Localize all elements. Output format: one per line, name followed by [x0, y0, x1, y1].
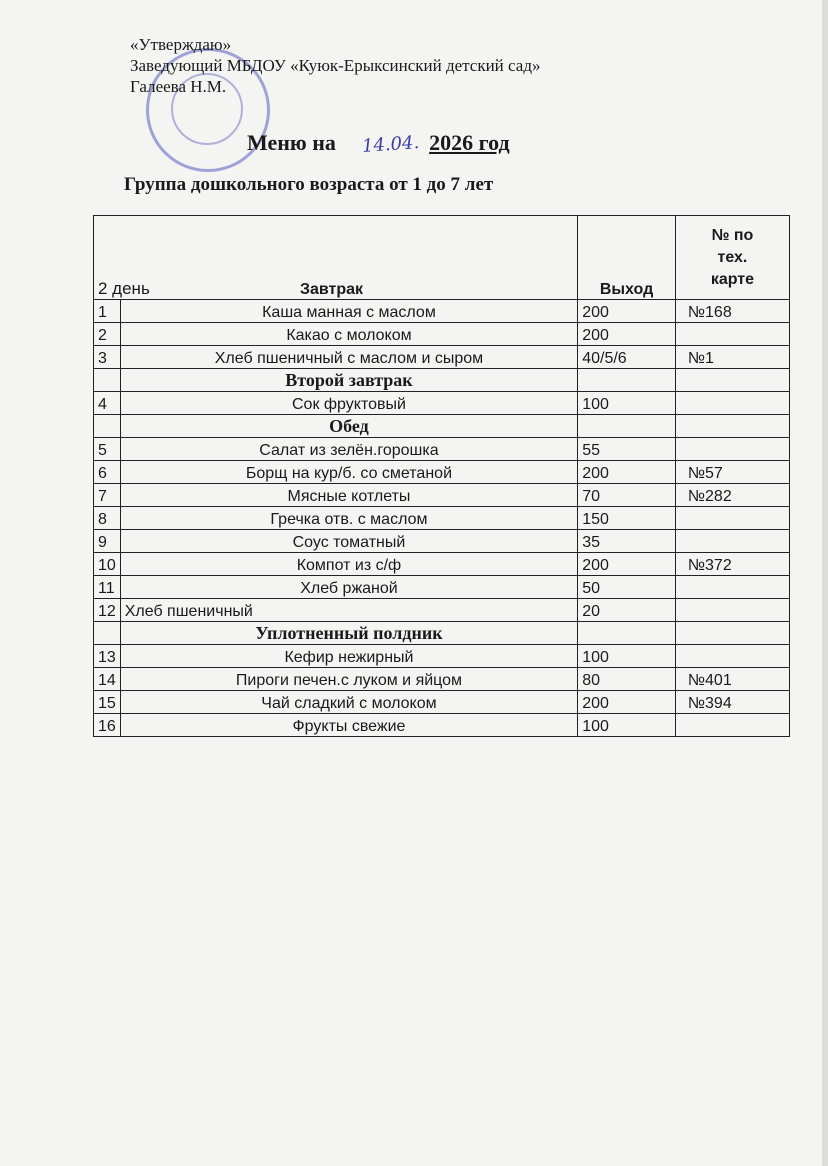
dish-output: 200 — [578, 553, 676, 576]
title-prefix: Меню на — [247, 130, 336, 155]
tech-card-number — [675, 438, 789, 461]
position-line: Заведующий МБДОУ «Куюк-Ерыксинский детский сад» — [130, 56, 541, 75]
col-meal-header: Завтрак — [299, 281, 364, 298]
table-row — [94, 691, 790, 714]
table-row — [94, 438, 790, 461]
dish-output: 100 — [578, 714, 676, 737]
section-tech-cell — [675, 415, 789, 438]
dish-output: 100 — [578, 645, 676, 668]
dish-output: 40/5/6 — [578, 346, 676, 369]
row-number: 15 — [94, 691, 121, 714]
section-title: Уплотненный полдник — [120, 622, 577, 645]
row-number: 10 — [94, 553, 121, 576]
dish-output: 200 — [578, 300, 676, 323]
dish-output: 80 — [578, 668, 676, 691]
table-row — [94, 346, 790, 369]
dish-name: Хлеб пшеничный — [120, 599, 577, 622]
dish-name: Пироги печен.с луком и яйцом — [120, 668, 577, 691]
dish-name: Кефир нежирный — [120, 645, 577, 668]
tech-card-number — [675, 714, 789, 737]
dish-name: Сок фруктовый — [120, 392, 577, 415]
table-row — [94, 530, 790, 553]
section-row — [94, 622, 790, 645]
page-edge — [822, 0, 828, 1166]
tech-card-number: №401 — [675, 668, 789, 691]
table-row — [94, 300, 790, 323]
table-row — [94, 668, 790, 691]
dish-name: Мясные котлеты — [120, 484, 577, 507]
tech-header-line1: № по — [711, 226, 754, 244]
table-row — [94, 553, 790, 576]
section-tech-cell — [675, 622, 789, 645]
tech-card-number — [675, 576, 789, 599]
approval-block — [130, 34, 540, 97]
table-row — [94, 645, 790, 668]
dish-output: 35 — [578, 530, 676, 553]
menu-title — [247, 130, 510, 156]
row-number: 9 — [94, 530, 121, 553]
dish-name: Компот из с/ф — [120, 553, 577, 576]
col-output-header: Выход — [578, 216, 676, 300]
col-tech-header — [675, 216, 789, 300]
table-row — [94, 714, 790, 737]
row-number: 5 — [94, 438, 121, 461]
dish-output: 200 — [578, 323, 676, 346]
section-row — [94, 415, 790, 438]
section-num-cell — [94, 622, 121, 645]
dish-name: Чай сладкий с молоком — [120, 691, 577, 714]
dish-name: Хлеб ржаной — [120, 576, 577, 599]
tech-card-number: №282 — [675, 484, 789, 507]
title-year: 2026 год — [429, 130, 510, 155]
dish-name: Салат из зелён.горошка — [120, 438, 577, 461]
tech-card-number: №1 — [675, 346, 789, 369]
table-row — [94, 323, 790, 346]
tech-card-number — [675, 645, 789, 668]
dish-name: Соус томатный — [120, 530, 577, 553]
table-row — [94, 484, 790, 507]
tech-card-number — [675, 323, 789, 346]
table-row — [94, 599, 790, 622]
section-title: Обед — [120, 415, 577, 438]
tech-card-number — [675, 599, 789, 622]
dish-output: 50 — [578, 576, 676, 599]
section-num-cell — [94, 415, 121, 438]
group-title: Группа дошкольного возраста от 1 до 7 лет — [124, 174, 494, 195]
row-number: 11 — [94, 576, 121, 599]
dish-output: 200 — [578, 461, 676, 484]
table-row — [94, 392, 790, 415]
table-row — [94, 461, 790, 484]
tech-card-number — [675, 507, 789, 530]
section-row — [94, 369, 790, 392]
tech-card-number: №394 — [675, 691, 789, 714]
menu-table — [93, 215, 790, 737]
tech-card-number: №57 — [675, 461, 789, 484]
section-out-cell — [578, 369, 676, 392]
dish-output: 150 — [578, 507, 676, 530]
section-title: Второй завтрак — [120, 369, 577, 392]
row-number: 8 — [94, 507, 121, 530]
table-header-row — [94, 216, 790, 300]
dish-name: Гречка отв. с маслом — [120, 507, 577, 530]
tech-card-number: №168 — [675, 300, 789, 323]
section-out-cell — [578, 415, 676, 438]
dish-name: Хлеб пшеничный с маслом и сыром — [120, 346, 577, 369]
row-number: 16 — [94, 714, 121, 737]
dish-name: Какао с молоком — [120, 323, 577, 346]
section-out-cell — [578, 622, 676, 645]
section-num-cell — [94, 369, 121, 392]
row-number: 6 — [94, 461, 121, 484]
day-label: 2 день — [98, 279, 150, 298]
tech-card-number — [675, 392, 789, 415]
header-meal-cell — [94, 216, 578, 300]
tech-header-line2: тех. — [717, 248, 748, 266]
row-number: 13 — [94, 645, 121, 668]
row-number: 7 — [94, 484, 121, 507]
dish-name: Каша манная с маслом — [120, 300, 577, 323]
dish-output: 20 — [578, 599, 676, 622]
tech-card-number — [675, 530, 789, 553]
section-tech-cell — [675, 369, 789, 392]
tech-card-number: №372 — [675, 553, 789, 576]
table-row — [94, 507, 790, 530]
dish-output: 55 — [578, 438, 676, 461]
row-number: 1 — [94, 300, 121, 323]
head-name: Галеева Н.М. — [130, 77, 227, 96]
row-number: 12 — [94, 599, 121, 622]
handwritten-date: 14.04. — [361, 132, 420, 157]
row-number: 2 — [94, 323, 121, 346]
tech-header-line3: карте — [710, 270, 755, 288]
dish-output: 70 — [578, 484, 676, 507]
row-number: 3 — [94, 346, 121, 369]
row-number: 14 — [94, 668, 121, 691]
dish-name: Борщ на кур/б. со сметаной — [120, 461, 577, 484]
approve-line: «Утверждаю» — [130, 35, 232, 54]
row-number: 4 — [94, 392, 121, 415]
dish-name: Фрукты свежие — [120, 714, 577, 737]
dish-output: 100 — [578, 392, 676, 415]
dish-output: 200 — [578, 691, 676, 714]
table-row — [94, 576, 790, 599]
